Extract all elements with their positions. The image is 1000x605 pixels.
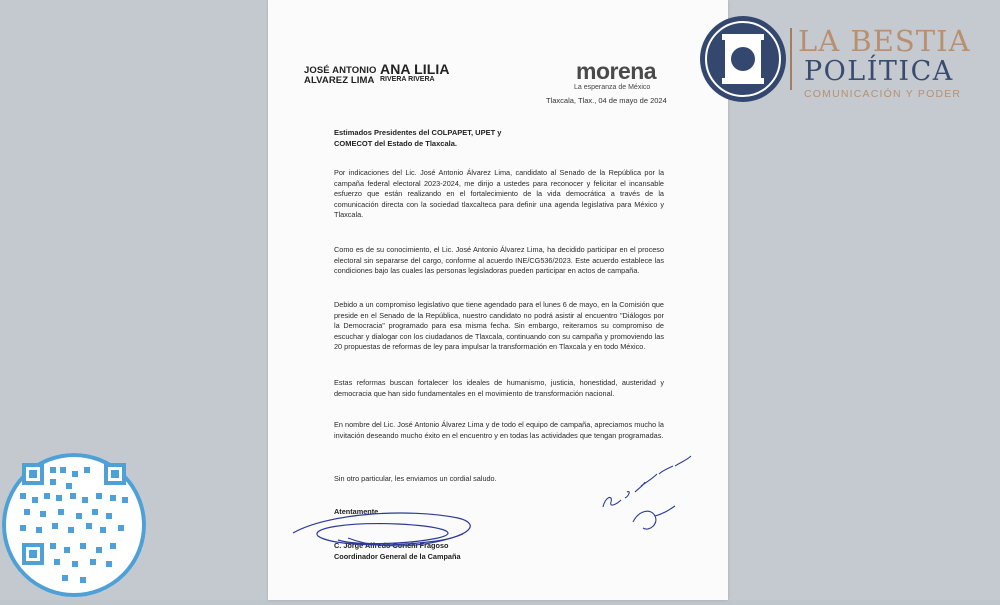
letter-page	[268, 0, 728, 600]
signer-name: C. Jorge Alfredo Corichi Fragoso	[334, 541, 449, 550]
salutation	[334, 127, 554, 149]
signature-scribble	[288, 498, 488, 563]
party-tagline: La esperanza de México	[574, 84, 651, 91]
media-brand-logo	[700, 16, 1000, 106]
signer-title: Coordinador General de la Campaña	[334, 552, 461, 561]
brand-line-2: POLÍTICA	[804, 56, 954, 87]
candidate-right-first: ANA LILIA	[380, 61, 450, 77]
lion-crest-icon	[700, 16, 786, 102]
paragraph: Por indicaciones del Lic. José Antonio Álvarez Lima, candidato al Senado de la República por la campaña federal electoral 2023-2024, me dirijo a ustedes para reconocer y felicitar el incansable esfuerzo que están realizando en el fortalecimiento de la vida democrática a través de la comunicación directa con la sociedad tlaxcalteca para definir una agenda legislativa para México y Tlaxcala.	[334, 168, 664, 219]
attentive-label: Atentamente	[334, 507, 379, 516]
closing-line: Sin otro particular, les enviamos un cordial saludo.	[334, 474, 497, 483]
candidate-left	[304, 66, 376, 86]
handwritten-receipt-note	[593, 452, 703, 542]
brand-tagline: COMUNICACIÓN Y PODER	[804, 88, 962, 100]
salutation-line: Estimados Presidentes del COLPAPET, UPET y	[334, 128, 502, 137]
party-logo: morena	[576, 58, 657, 84]
brand-line-1: LA BESTIA	[798, 24, 971, 58]
qr-badge[interactable]	[0, 435, 148, 600]
paragraph: Como es de su conocimiento, el Lic. José Antonio Álvarez Lima, ha decidido participar en el proceso electoral sin separarse del cargo, conforme al acuerdo INE/CG536/2023. Este acuerdo establece las condiciones bajo las cuales las personas legisladoras pueden participar en actos de campaña.	[334, 245, 664, 275]
candidate-left-last: ALVAREZ LIMA	[304, 75, 375, 86]
brand-divider	[790, 28, 792, 90]
candidate-right	[380, 62, 450, 84]
letter-date: Tlaxcala, Tlax., 04 de mayo de 2024	[546, 96, 667, 105]
paragraph: Estas reformas buscan fortalecer los ideales de humanismo, justicia, honestidad, austeridad y democracia que han sido fundamentales en el movimiento de transformación nacional.	[334, 378, 664, 398]
salutation-line: COMECOT del Estado de Tlaxcala.	[334, 139, 457, 148]
candidate-right-last: RIVERA RIVERA	[380, 76, 435, 83]
candidate-left-first: JOSÉ ANTONIO	[304, 65, 377, 76]
paragraph: Debido a un compromiso legislativo que tiene agendado para el lunes 6 de mayo, en la Comisión que preside en el Senado de la República, nuestro candidato no podrá asistir al encuentro "Diálogos por la Democracia" programado para esa misma fecha. Sin embargo, reiteramos su compromiso de escuchar y dialogar con los ciudadanos de Tlaxcala, continuando con su campaña y promoviendo las 20 propuestas de reformas de ley para impulsar la transformación en Tlaxcala y en todo México.	[334, 300, 664, 351]
paragraph: En nombre del Lic. José Antonio Álvarez Lima y de todo el equipo de campaña, apreciamos mucho la invitación deseando mucho éxito en el encuentro y en todas las actividades que tengan programadas.	[334, 420, 664, 440]
